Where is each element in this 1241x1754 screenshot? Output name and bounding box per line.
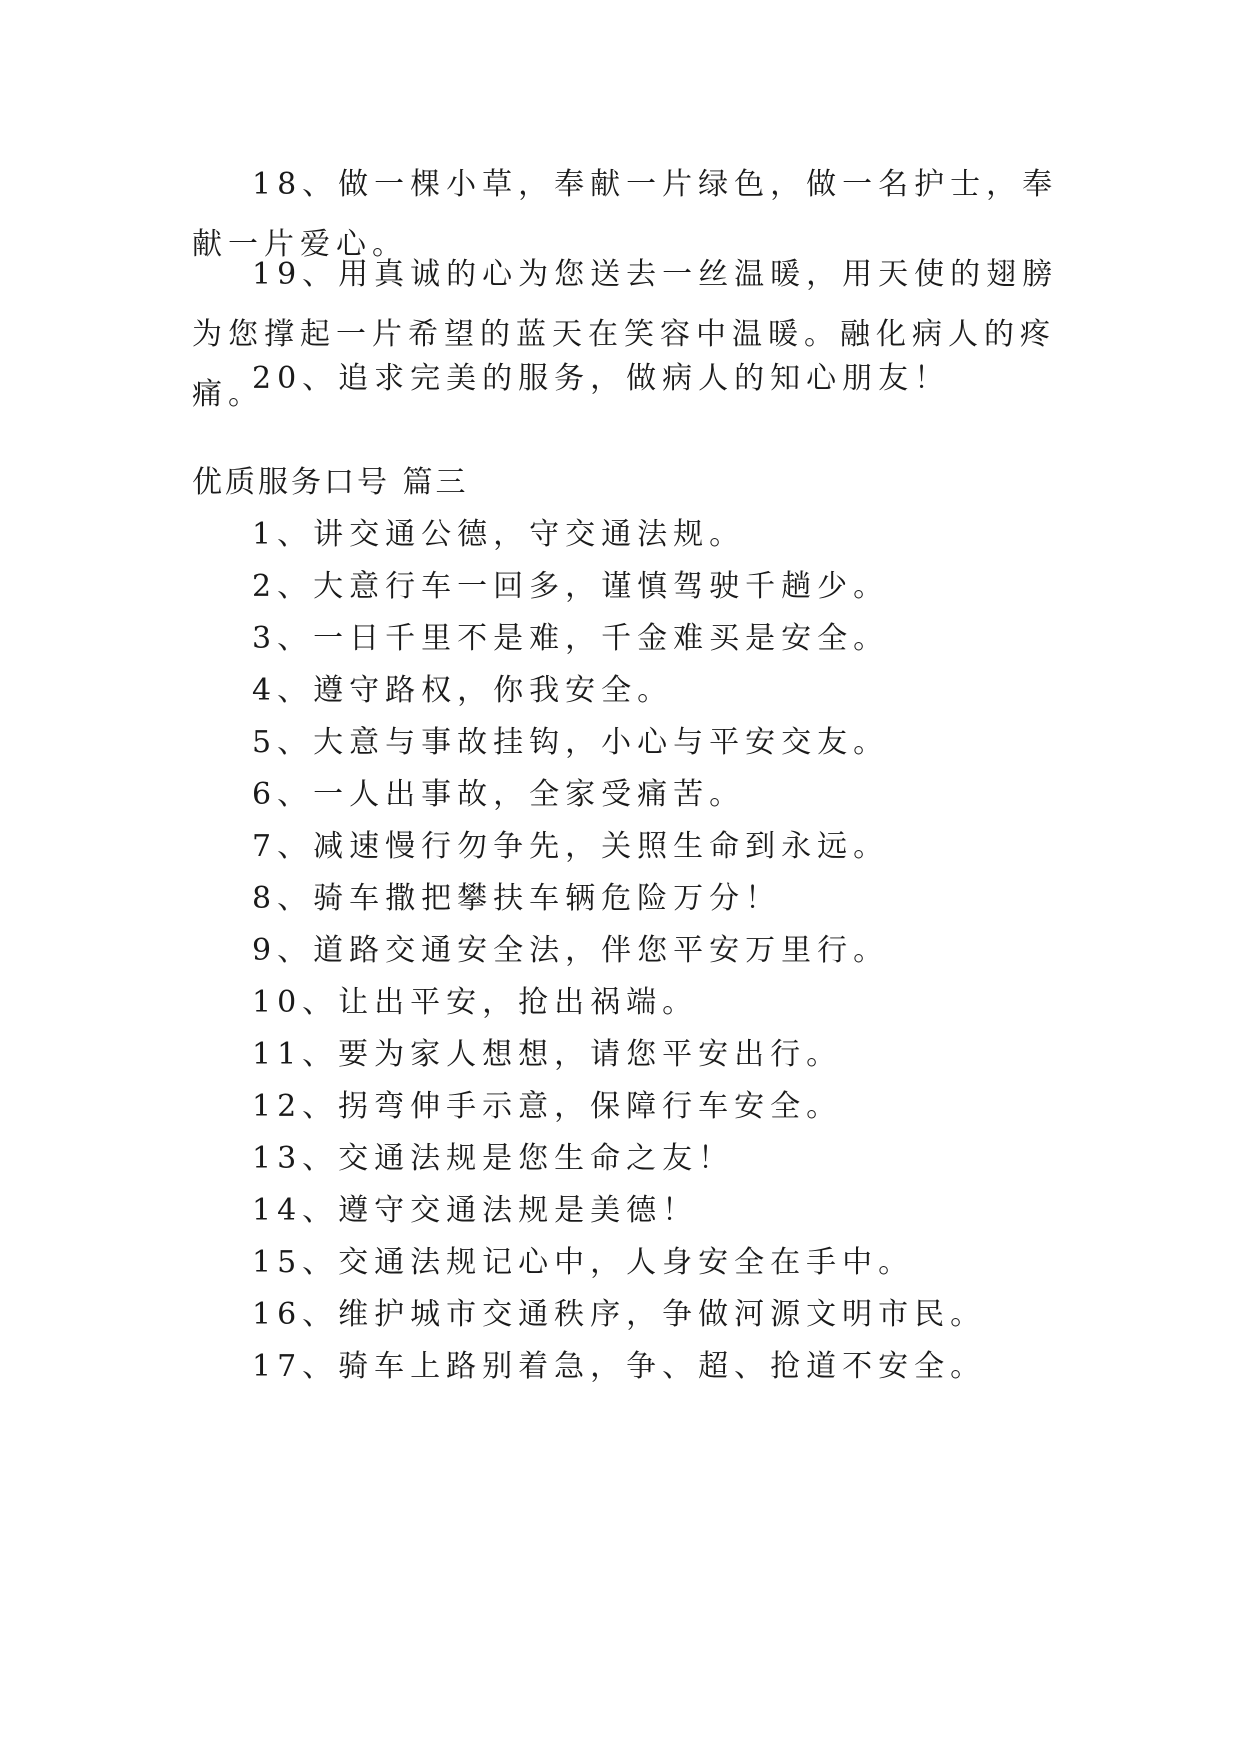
list-item: 5、大意与事故挂钩，小心与平安交友。 — [252, 725, 890, 760]
list-item: 4、遵守路权，你我安全。 — [252, 673, 674, 708]
list-item: 7、减速慢行勿争先，关照生命到永远。 — [252, 829, 890, 864]
list-item: 9、道路交通安全法，伴您平安万里行。 — [252, 933, 890, 968]
list-item: 12、拐弯伸手示意，保障行车安全。 — [252, 1089, 843, 1124]
list-item: 1、讲交通公德，守交通法规。 — [252, 517, 746, 552]
list-item: 10、让出平安，抢出祸端。 — [252, 985, 699, 1020]
list-item: 8、骑车撒把攀扶车辆危险万分！ — [252, 881, 782, 916]
list-item: 2、大意行车一回多，谨慎驾驶千趟少。 — [252, 569, 890, 604]
paragraph-item-20: 20、追求完美的服务，做病人的知心朋友！ — [252, 361, 951, 396]
paragraph-item-18: 18、做一棵小草，奉献一片绿色，做一名护士，奉献一片爱心。 — [192, 167, 1059, 262]
list-item: 13、交通法规是您生命之友！ — [252, 1141, 735, 1176]
list-item: 16、维护城市交通秩序，争做河源文明市民。 — [252, 1297, 987, 1332]
section-heading: 优质服务口号 篇三 — [192, 465, 469, 500]
list-item: 11、要为家人想想，请您平安出行。 — [252, 1037, 843, 1072]
list-item: 15、交通法规记心中，人身安全在手中。 — [252, 1245, 915, 1280]
paragraph-item-19: 19、用真诚的心为您送去一丝温暖，用天使的翅膀为您撑起一片希望的蓝天在笑容中温暖。融化病人的疼痛。 — [192, 257, 1059, 412]
list-item: 17、骑车上路别着急，争、超、抢道不安全。 — [252, 1349, 987, 1384]
list-item: 6、一人出事故，全家受痛苦。 — [252, 777, 746, 812]
list-item: 14、遵守交通法规是美德！ — [252, 1193, 699, 1228]
list-item: 3、一日千里不是难，千金难买是安全。 — [252, 621, 890, 656]
